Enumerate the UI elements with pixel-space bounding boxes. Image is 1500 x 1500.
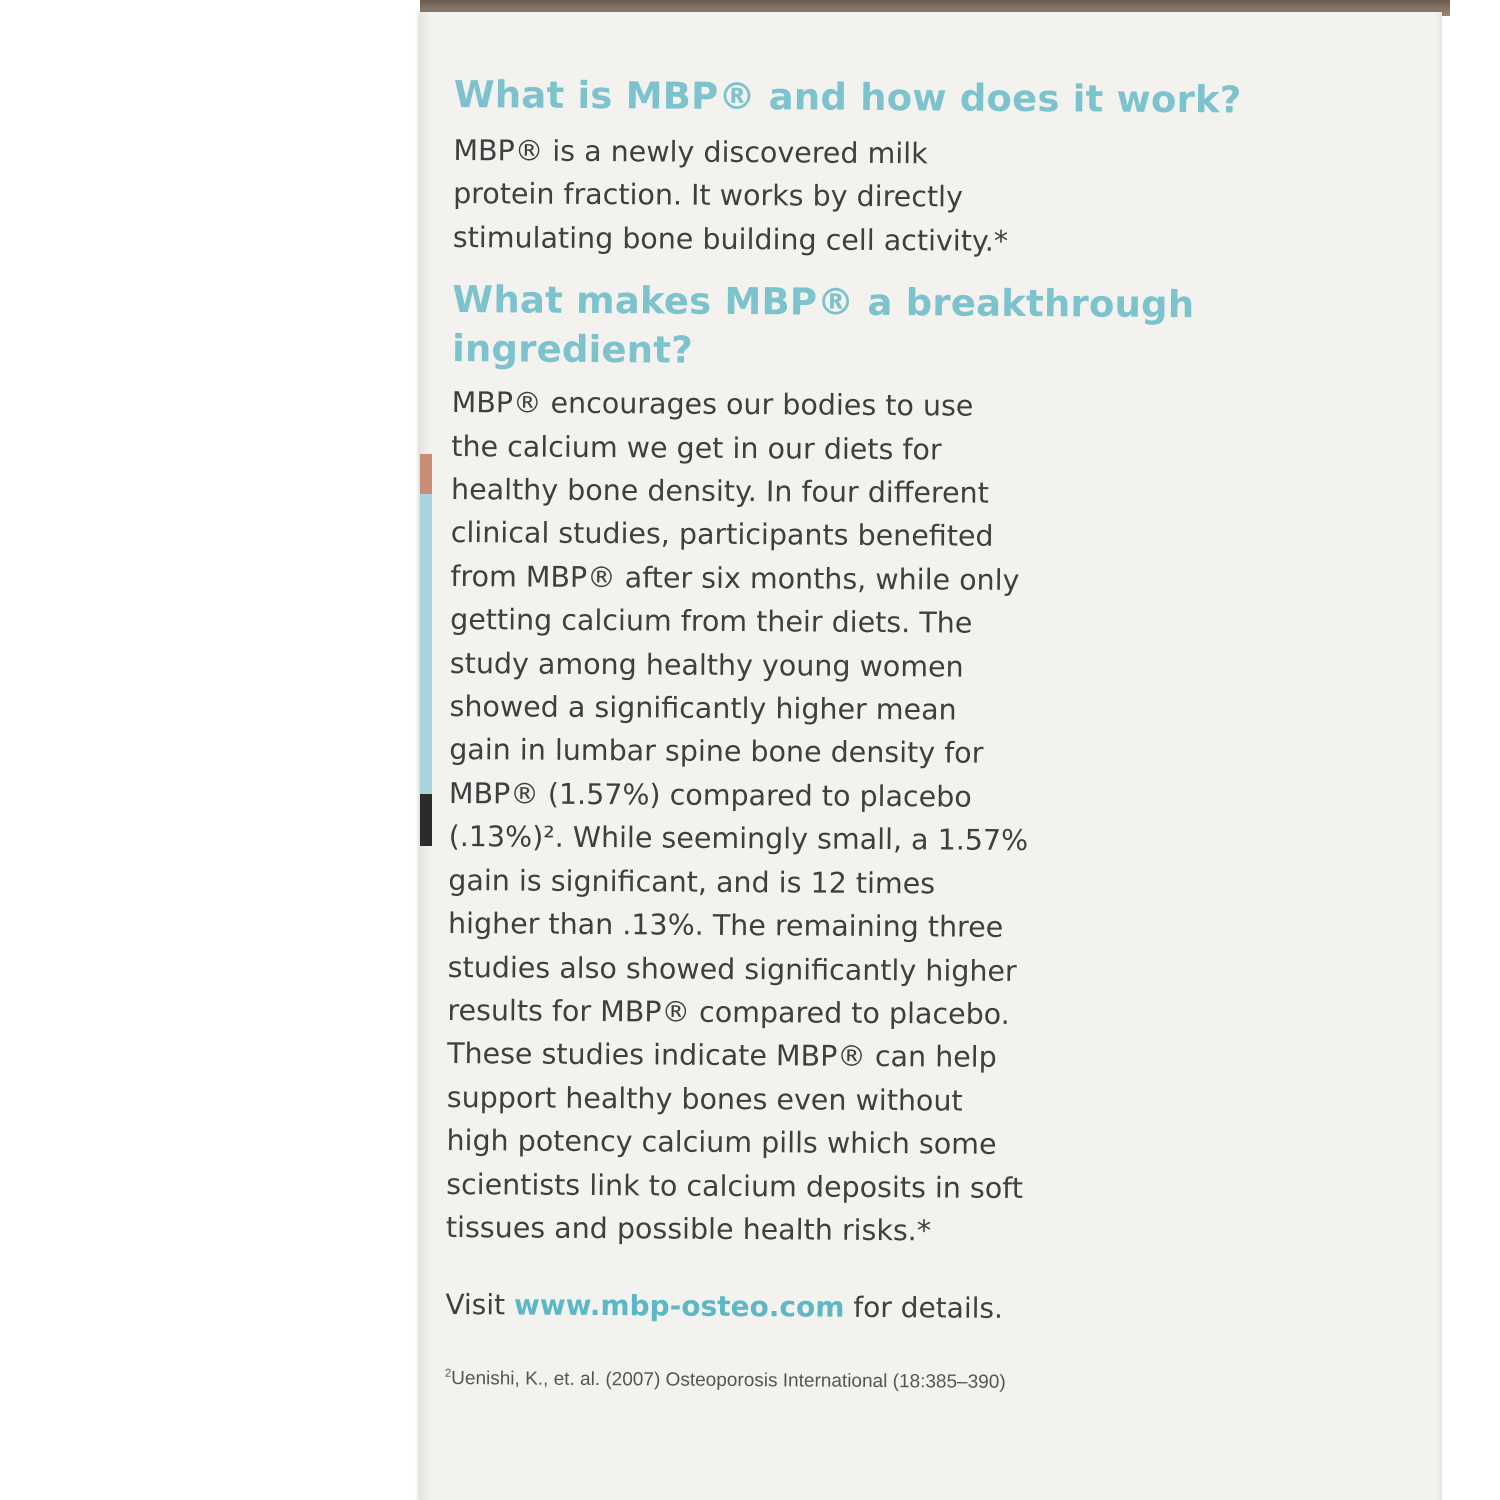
paragraph-breakthrough: MBP® encourages our bodies to use the calcium we get in our diets for healthy bone density. In four different clinical studies, participants benefited from MBP® after six months, while only getting calcium from their diets. The study among healthy young women showed a significantly higher mean gain in lumbar spine bone density for MBP® (1.57%) compared to placebo (.13%)². While seemingly small, a 1.57% gain is significant, and is 12 times higher than .13%. The remaining three studies also showed significantly higher results for MBP® compared to placebo. These studies indicate MBP® can help support healthy bones even without high potency calcium pills which some scientists link to calcium deposits in soft tissues and possible health risks.*: [445, 386, 1029, 1248]
visit-line: [445, 1285, 1385, 1332]
website-link[interactable]: www.mbp-osteo.com: [513, 1288, 845, 1325]
footnote-citation: Uenishi, K., et. al. (2007) Osteoporosis International (18:385–390): [451, 1368, 1006, 1394]
front-panel-dark-edge: [420, 794, 432, 846]
footnote-mark: 2: [444, 1367, 452, 1381]
heading-breakthrough: What makes MBP® a breakthrough ingredient?: [451, 278, 1195, 372]
panel-right-shade: [1436, 12, 1442, 1500]
panel-text-block: [445, 70, 1394, 1398]
footnote: [445, 1367, 1385, 1398]
visit-prefix: Visit: [445, 1288, 515, 1322]
front-panel-blue-edge: [420, 494, 432, 794]
paragraph-what-is-mbp: MBP® is a newly discovered milk protein fraction. It works by directly stimulating bone building cell activity.*: [452, 133, 1009, 258]
heading-what-is-mbp: What is MBP® and how does it work?: [453, 72, 1242, 122]
front-panel-peach-edge: [420, 454, 432, 494]
visit-suffix: for details.: [844, 1291, 1004, 1326]
product-box-side-panel: [420, 12, 1442, 1500]
